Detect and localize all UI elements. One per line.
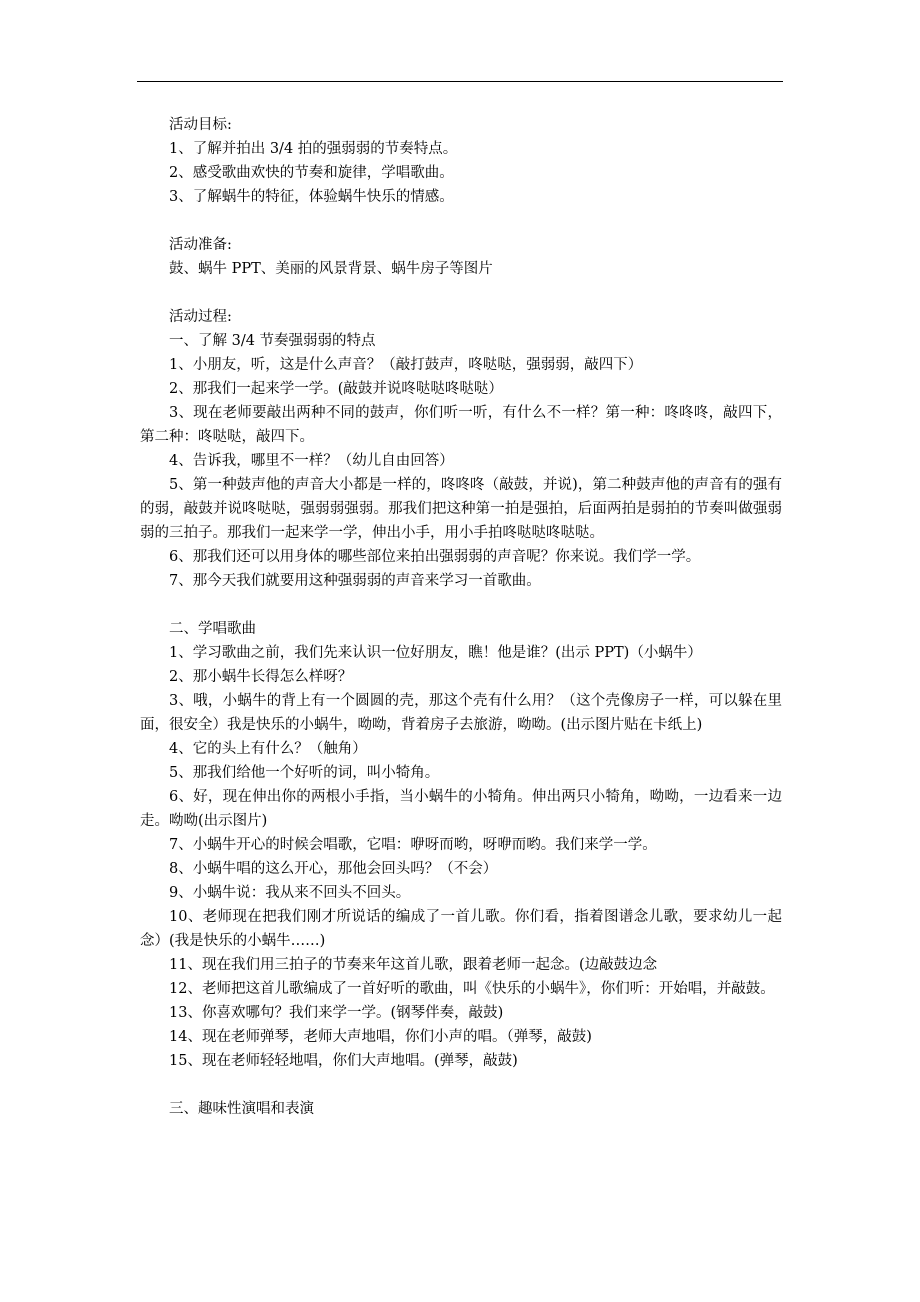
part1-item: 4、告诉我，哪里不一样？（幼儿自由回答） <box>169 453 454 469</box>
part3-title: 三、趣味性演唱和表演 <box>169 1101 314 1117</box>
part2-item: 6、好，现在伸出你的两根小手指，当小蜗牛的小犄角。伸出两只小犄角，呦呦，一边看来一边走。呦呦(出示图片) <box>140 789 782 829</box>
part2-item: 11、现在我们用三拍子的节奏来年这首儿歌，跟着老师一起念。(边敲鼓边念 <box>169 957 658 973</box>
part2-item: 7、小蜗牛开心的时候会唱歌，它唱：咿呀而哟，呀咿而哟。我们来学一学。 <box>169 837 657 853</box>
part2-item: 4、它的头上有什么？（触角） <box>169 741 367 757</box>
part1-item: 3、现在老师要敲出两种不同的鼓声，你们听一听，有什么不一样？第一种：咚咚咚，敲四下，第二种：咚哒哒，敲四下。 <box>140 405 782 445</box>
objectives-heading: 活动目标: <box>169 117 232 133</box>
part1-title: 一、了解 3/4 节奏强弱弱的特点 <box>169 333 376 349</box>
spacer <box>140 209 782 233</box>
preparation-text: 鼓、蜗牛 PPT、美丽的风景背景、蜗牛房子等图片 <box>169 261 493 277</box>
part2-item: 13、你喜欢哪句？我们来学一学。(钢琴伴奏，敲鼓) <box>169 1005 504 1021</box>
spacer <box>140 1073 782 1097</box>
header-rule <box>137 81 783 82</box>
part2-title: 二、学唱歌曲 <box>169 621 256 637</box>
part2-item: 10、老师现在把我们刚才所说话的编成了一首儿歌。你们看，指着图谱念儿歌，要求幼儿一起念）(我是快乐的小蜗牛……) <box>140 909 782 949</box>
part1-item: 2、那我们一起来学一学。(敲鼓并说咚哒哒咚哒哒） <box>169 381 503 397</box>
objective-item: 2、感受歌曲欢快的节奏和旋律，学唱歌曲。 <box>169 165 454 181</box>
part2-item: 1、学习歌曲之前，我们先来认识一位好朋友，瞧！他是谁？(出示 PPT)（小蜗牛） <box>169 645 702 661</box>
part1-item: 5、第一种鼓声他的声音大小都是一样的，咚咚咚（敲鼓，并说)，第二种鼓声他的声音有的强有的弱，敲鼓并说咚哒哒，强弱弱强弱。那我们把这种第一拍是强拍，后面两拍是弱拍的节奏叫做强弱弱的三拍子。那我们一起来学一学，伸出小手，用小手拍咚哒哒咚哒哒。 <box>140 477 782 541</box>
spacer <box>140 593 782 617</box>
part2-item: 9、小蜗牛说：我从来不回头不回头。 <box>169 885 411 901</box>
part2-item: 14、现在老师弹琴，老师大声地唱，你们小声的唱。（弹琴，敲鼓) <box>169 1029 592 1045</box>
objective-item: 3、了解蜗牛的特征，体验蜗牛快乐的情感。 <box>169 189 454 205</box>
part1-item: 6、那我们还可以用身体的哪些部位来拍出强弱弱的声音呢？你来说。我们学一学。 <box>169 549 701 565</box>
part2-item: 2、那小蜗牛长得怎么样呀？ <box>169 669 353 685</box>
part2-item: 5、那我们给他一个好听的词，叫小犄角。 <box>169 765 440 781</box>
part2-item: 12、老师把这首儿歌编成了一首好听的歌曲，叫《快乐的小蜗牛》，你们听：开始唱，并敲鼓。 <box>169 981 775 997</box>
part2-item: 3、哦，小蜗牛的背上有一个圆圆的壳，那这个壳有什么用？（这个壳像房子一样，可以躲在里面，很安全）我是快乐的小蜗牛，呦呦，背着房子去旅游，呦呦。(出示图片贴在卡纸上) <box>140 693 782 733</box>
part1-item: 7、那今天我们就要用这种强弱弱的声音来学习一首歌曲。 <box>169 573 541 589</box>
part1-item: 1、小朋友，听，这是什么声音？（敲打鼓声，咚哒哒，强弱弱，敲四下） <box>169 357 643 373</box>
preparation-heading: 活动准备: <box>169 237 232 253</box>
spacer <box>140 281 782 305</box>
part2-item: 8、小蜗牛唱的这么开心，那他会回头吗？（不会） <box>169 861 498 877</box>
document-body <box>140 113 782 1121</box>
part2-item: 15、现在老师轻轻地唱，你们大声地唱。(弹琴，敲鼓) <box>169 1053 518 1069</box>
process-heading: 活动过程: <box>169 309 232 325</box>
objective-item: 1、了解并拍出 3/4 拍的强弱弱的节奏特点。 <box>169 141 458 157</box>
